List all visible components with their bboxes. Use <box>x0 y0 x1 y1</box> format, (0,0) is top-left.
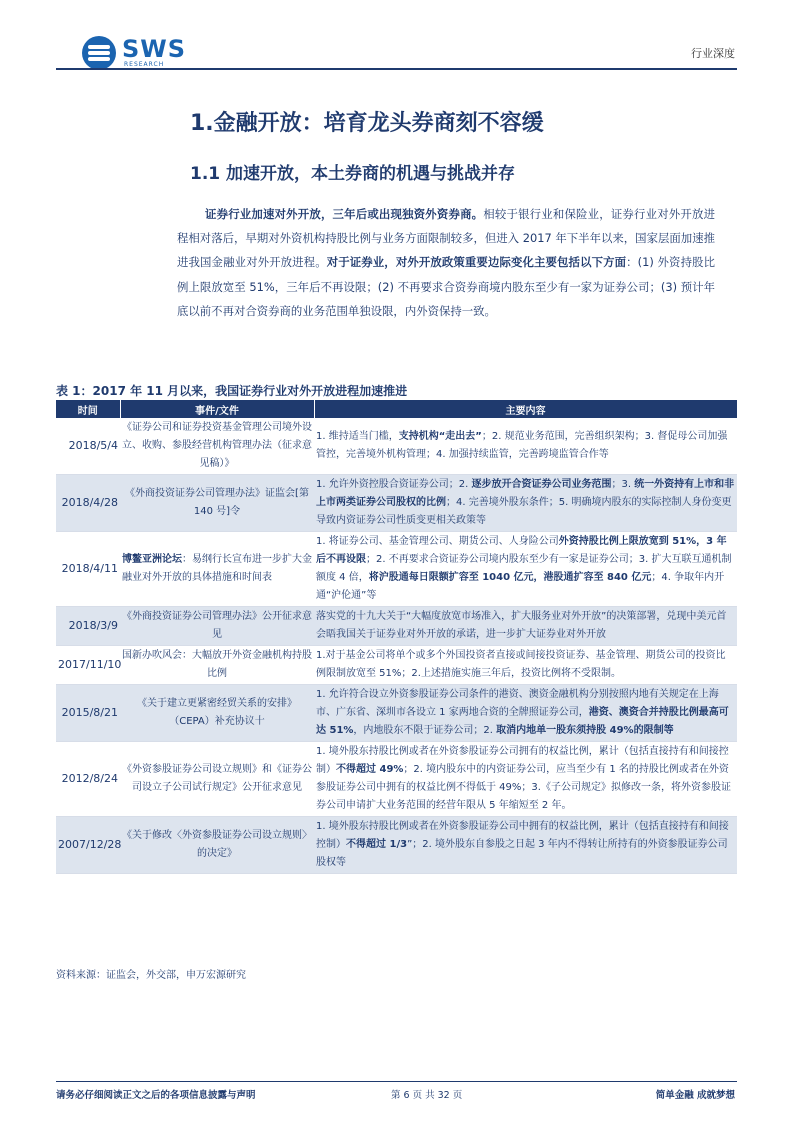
para-text-2: ：(1) 外资持股比例上限放宽至 51%，三年后不再设限；(2) 不再要求合资券商境内股东至少有一家为证券公司；(3) 预计年底以前不再对合资券商的业务范围单独设限，内外资保持一致。 <box>177 255 715 318</box>
row-document <box>120 742 314 817</box>
content-highlight: 统一外资持有上市和非上市两类证券公司股权的比例 <box>316 479 735 508</box>
content-text: ；4. 完善境外股东条件；5. 明确境内股东的实际控制人身份变更导致内资证券公司性质变更相关政策等 <box>316 497 732 526</box>
content-highlight: 港资、澳资合并持股比例最高可达 51% <box>316 707 729 736</box>
table-row <box>56 685 737 742</box>
content-highlight: 取消内地单一股东须持股 49%的限制等 <box>496 725 674 736</box>
table-row <box>56 817 737 874</box>
row-time: 2018/3/9 <box>56 607 120 646</box>
content-text: ；4. 争取年内开通“沪伦通”等 <box>316 572 725 601</box>
content-text: ”；2. 境外股东自参股之日起 3 年内不得转让所持有的外资参股证券公司股权等 <box>316 839 728 868</box>
content-text: ；2. 规范业务范围，完善组织架构；3. 督促母公司加强管控，完善境外机构管理；4. 加强持续监管，完善跨境监管合作等 <box>316 431 728 460</box>
table-source: 资料来源：证监会，外交部，申万宏源研究 <box>56 970 246 981</box>
header-content: 主要内容 <box>314 400 737 418</box>
row-time: 2018/4/28 <box>56 475 120 532</box>
content-text: ，内地股东不限于证券公司；2. <box>353 725 497 736</box>
content-text: 1. 将证券公司、基金管理公司、期货公司、人身险公司 <box>316 536 559 547</box>
row-content <box>314 532 737 607</box>
policy-table <box>56 400 738 874</box>
row-document-text: 《关于建立更紧密经贸关系的安排》（CEPA）补充协议十 <box>137 698 297 727</box>
footer-slogan: 简单金融 成就梦想 <box>655 1090 735 1101</box>
table-row <box>56 532 737 607</box>
content-text: 1.对于基金公司将单个或多个外国投资者直接或间接投资证券、基金管理、期货公司的投资比例限制放宽至 51%；2.上述措施实施三年后，投资比例将不受限制。 <box>316 650 726 679</box>
content-text: 1. 允许符合设立外资参股证券公司条件的港资、澳资金融机构分别按照内地有关规定在上海市、广东省、深圳市各设立 1 家两地合资的全牌照证券公司， <box>316 689 719 718</box>
sws-logo <box>82 36 192 70</box>
logo-subtext: RESEARCH <box>124 61 165 68</box>
row-document <box>120 646 314 685</box>
header-time: 时间 <box>56 400 120 418</box>
row-time: 2018/4/11 <box>56 532 120 607</box>
row-content <box>314 742 737 817</box>
body-paragraph <box>177 202 715 323</box>
row-document-text: 《外商投资证券公司管理办法》公开征求意见 <box>122 611 312 640</box>
subsection-title: 1.1 加速开放，本土券商的机遇与挑战并存 <box>190 164 516 184</box>
page-number: 第 6 页 共 32 页 <box>391 1090 463 1101</box>
row-document-text: 《关于修改〈外资参股证券公司设立规则〉的决定》 <box>122 830 312 859</box>
row-time: 2018/5/4 <box>56 418 120 475</box>
row-document-text: ：易纲行长宣布进一步扩大金融业对外开放的具体措施和时间表 <box>122 554 312 583</box>
para-bold-2: 对于证券业，对外开放政策重要边际变化主要包括以下方面 <box>326 255 627 270</box>
row-content <box>314 685 737 742</box>
row-document-text: 国新办吹风会：大幅放开外资金融机构持股比例 <box>122 650 312 679</box>
content-text: ；2. 境内股东中的内资证券公司，应当至少有 1 名的持股比例或者在外资参股证券公司中拥有的权益比例不得低于 49%；3.《子公司规定》拟修改一条，将外资参股证券公司申请扩大业务范围的经营年限从 5 年缩短至 2 年。 <box>316 764 731 811</box>
content-highlight: 外资持股比例上限放宽到 51%，3 年后不再设限 <box>316 536 727 565</box>
content-text: ；2. 不再要求合资证券公司境内股东至少有一家是证券公司；3. 扩大互联互通机制额度 4 倍， <box>316 554 732 583</box>
report-category: 行业深度 <box>691 47 735 60</box>
content-text: 1. 维持适当门槛， <box>316 431 399 442</box>
content-text: ；3. <box>611 479 635 490</box>
content-highlight: 不得超过 49% <box>336 764 404 775</box>
row-content <box>314 475 737 532</box>
row-time: 2015/8/21 <box>56 685 120 742</box>
table-row <box>56 742 737 817</box>
content-text: 落实党的十九大关于“大幅度放宽市场准入，扩大服务业对外开放”的决策部署，兑现中美元首会晤我国关于证券业对外开放的承诺，进一步扩大证券业对外开放 <box>316 611 727 640</box>
row-time: 2012/8/24 <box>56 742 120 817</box>
row-content <box>314 646 737 685</box>
row-content <box>314 607 737 646</box>
table-row <box>56 646 737 685</box>
row-document-bold: 博鳌亚洲论坛 <box>122 554 182 565</box>
sws-logo-icon <box>82 36 116 70</box>
table-header-row <box>56 400 737 418</box>
header-divider <box>56 68 737 70</box>
row-document-text: 《外商投资证券公司管理办法》证监会[第 140 号]令 <box>125 488 309 517</box>
row-content <box>314 817 737 874</box>
row-time: 2017/11/10 <box>56 646 120 685</box>
row-time: 2007/12/28 <box>56 817 120 874</box>
content-text: 1. 境外股东持股比例或者在外资参股证券公司中拥有的权益比例，累计（包括直接持有和间接控制） <box>316 821 729 850</box>
row-document <box>120 817 314 874</box>
content-highlight: 支持机构“走出去” <box>398 431 482 442</box>
row-document-text: 《外资参股证券公司设立规则》和《证券公司设立子公司试行规定》公开征求意见 <box>122 764 312 793</box>
content-text: 1. 允许外资控股合资证券公司；2. <box>316 479 472 490</box>
row-document <box>120 607 314 646</box>
row-document <box>120 685 314 742</box>
row-document-text: 《证券公司和证券投资基金管理公司境外设立、收购、参股经营机构管理办法（征求意见稿）》 <box>122 422 312 469</box>
row-document <box>120 418 314 475</box>
para-bold-1: 证券行业加速对外开放，三年后或出现独资外资券商。 <box>205 207 484 221</box>
para-text-1: 相较于银行业和保险业，证券行业对外开放进程相对落后，早期对外资机构持股比例与业务方面限制较多，但进入 2017 年下半年以来，国家层面加速推进我国金融业对外开放进程。 <box>177 207 715 270</box>
content-highlight: 将沪股通每日限额扩容至 1040 亿元，港股通扩容至 840 亿元 <box>368 572 652 583</box>
content-text: 1. 境外股东持股比例或者在外资参股证券公司拥有的权益比例，累计（包括直接持有和间接控制） <box>316 746 729 775</box>
table-body <box>56 418 737 874</box>
footer-disclaimer: 请务必仔细阅读正文之后的各项信息披露与声明 <box>56 1090 256 1101</box>
logo-text: SWS <box>122 35 187 63</box>
table-caption: 表 1：2017 年 11 月以来，我国证券行业对外开放进程加速推进 <box>56 384 408 398</box>
table-row <box>56 607 737 646</box>
table-row <box>56 418 737 475</box>
section-title: 1.金融开放：培育龙头券商刻不容缓 <box>190 111 544 136</box>
header-doc: 事件/文件 <box>120 400 314 418</box>
row-content <box>314 418 737 475</box>
row-document <box>120 475 314 532</box>
content-highlight: 逐步放开合资证券公司业务范围 <box>471 479 612 490</box>
row-document <box>120 532 314 607</box>
content-highlight: 不得超过 1/3 <box>346 839 408 850</box>
footer-divider <box>56 1081 737 1082</box>
table-row <box>56 475 737 532</box>
